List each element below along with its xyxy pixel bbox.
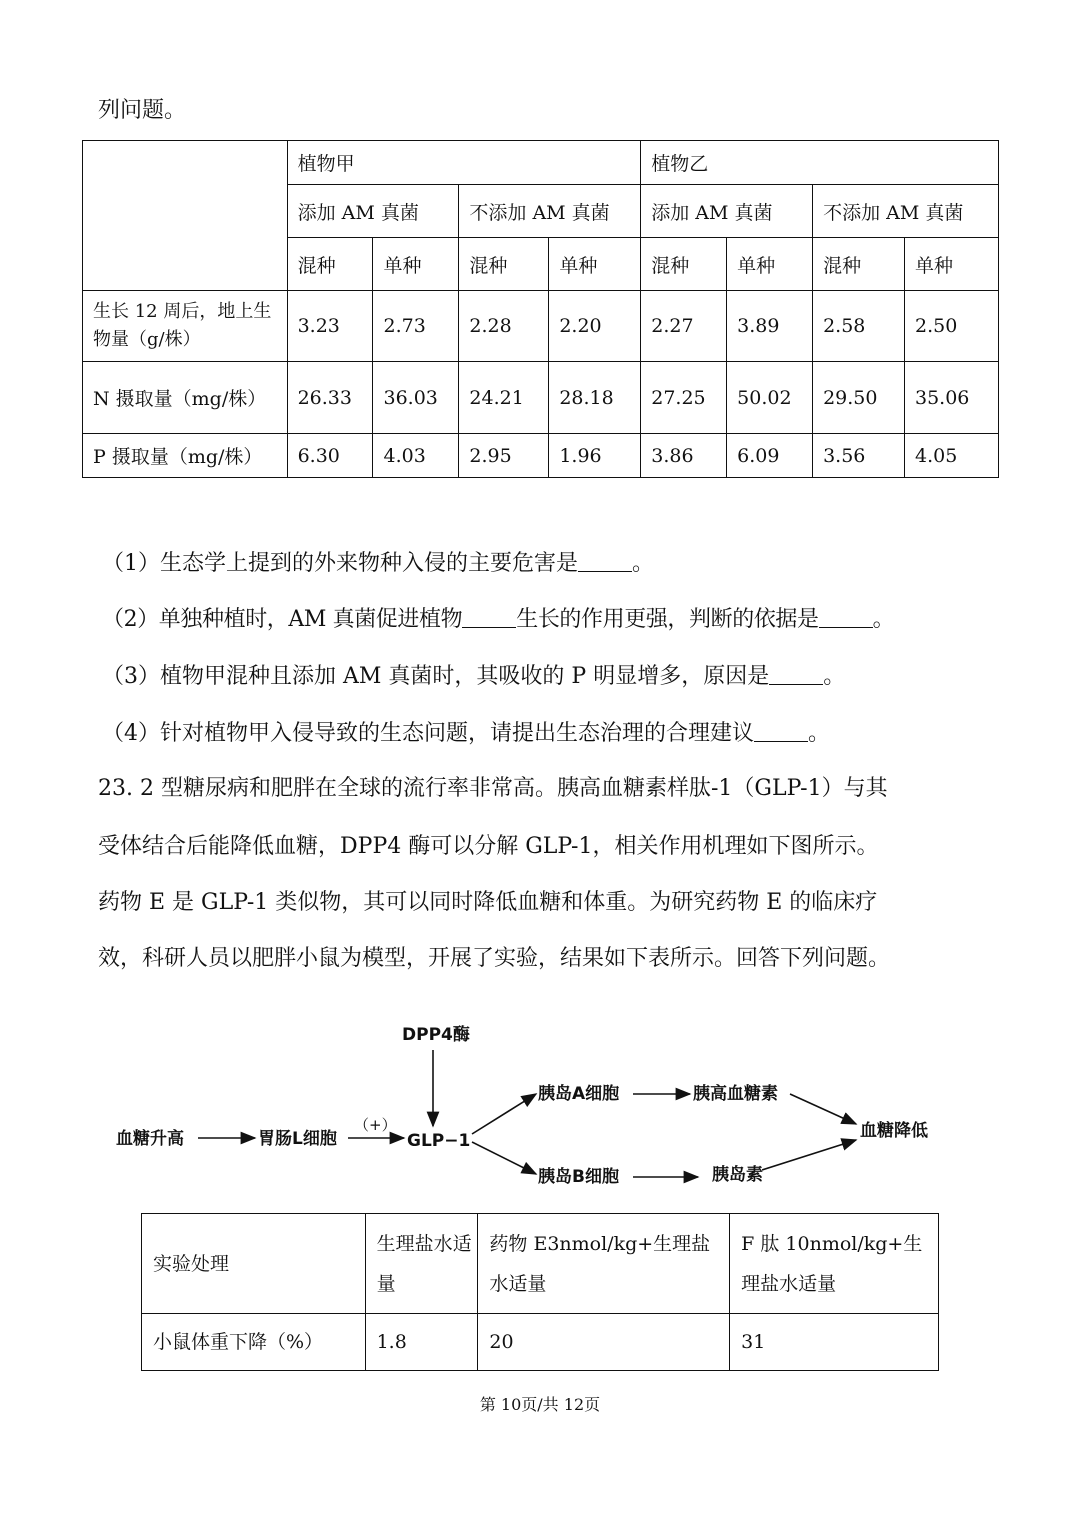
answer-blank — [462, 605, 516, 628]
question-1-end: 。 — [632, 551, 655, 576]
header-plant-b: 植物乙 — [641, 141, 999, 185]
question-2-text: （2）单独种植时，AM 真菌促进植物 — [102, 607, 463, 632]
row-label-biomass: 生长 12 周后，地上生物量（g/株） — [83, 291, 288, 362]
table-cell: 6.09 — [727, 434, 813, 478]
insulin-label: 胰岛素 — [712, 1165, 763, 1185]
table-row — [83, 434, 999, 478]
glp1-label: GLP−1 — [407, 1131, 471, 1151]
q23-line-4: 效，科研人员以肥胖小鼠为模型，开展了实验，结果如下表所示。回答下列问题。 — [98, 946, 891, 971]
question-3-end: 。 — [823, 664, 846, 689]
question-4 — [102, 719, 830, 749]
table-cell: 2.50 — [904, 291, 998, 362]
table-cell: 2.73 — [373, 291, 459, 362]
glucose-drop-label: 血糖降低 — [860, 1121, 928, 1141]
table-corner-cell — [83, 141, 288, 291]
question-2-end: 。 — [872, 607, 895, 632]
insulin-to-drop-arrow — [762, 1140, 856, 1170]
dpp4-label: DPP4酶 — [402, 1025, 470, 1045]
answer-blank — [578, 549, 632, 572]
question-4-text: （4）针对植物甲入侵导致的生态问题，请提出生态治理的合理建议 — [102, 721, 754, 746]
saline-header: 生理盐水适量 — [365, 1214, 478, 1314]
table-cell: 6.30 — [287, 434, 373, 478]
drug-e-header: 药物 E3nmol/kg+生理盐水适量 — [478, 1214, 730, 1314]
question-3-text: （3）植物甲混种且添加 AM 真菌时，其吸收的 P 明显增多，原因是 — [102, 664, 770, 689]
question-4-end: 。 — [808, 721, 831, 746]
table-cell: 4.05 — [904, 434, 998, 478]
question-3 — [102, 662, 845, 692]
table-cell: 36.03 — [373, 362, 459, 434]
glucagon-to-drop-arrow — [790, 1094, 856, 1124]
glucose-rise-label: 血糖升高 — [116, 1129, 184, 1149]
intro-tail: 列问题。 — [98, 98, 187, 123]
header-b-no-am: 不添加 AM 真菌 — [813, 185, 999, 238]
table-row — [83, 362, 999, 434]
plus-label: （+） — [354, 1116, 397, 1134]
answer-blank — [769, 662, 823, 685]
header-a-add-am: 添加 AM 真菌 — [287, 185, 459, 238]
q23-line-3: 药物 E 是 GLP-1 类似物，其可以同时降低血糖和体重。为研究药物 E 的临床疗 — [98, 890, 878, 915]
q23-line-2: 受体结合后能降低血糖，DPP4 酶可以分解 GLP-1，相关作用机理如下图所示。 — [98, 834, 879, 859]
glucagon-label: 胰高血糖素 — [693, 1084, 778, 1104]
answer-blank — [819, 605, 873, 628]
b-cell-label: 胰岛B细胞 — [538, 1167, 619, 1187]
question-1 — [102, 549, 654, 579]
table-cell: 26.33 — [287, 362, 373, 434]
mouse-experiment-table — [141, 1213, 939, 1371]
table-cell: 31 — [730, 1314, 939, 1371]
table-cell: 2.58 — [813, 291, 905, 362]
question-1-text: （1）生态学上提到的外来物种入侵的主要危害是 — [102, 551, 578, 576]
f-peptide-header: F 肽 10nmol/kg+生理盐水适量 — [730, 1214, 939, 1314]
question-2 — [102, 605, 894, 635]
header-mixed: 混种 — [813, 238, 905, 291]
header-single: 单种 — [549, 238, 641, 291]
table-cell: 3.23 — [287, 291, 373, 362]
row-label-n-uptake: N 摄取量（mg/株） — [83, 362, 288, 434]
question-2-text-mid: 生长的作用更强，判断的依据是 — [516, 607, 819, 632]
table-cell: 3.89 — [727, 291, 813, 362]
table-row — [83, 291, 999, 362]
header-b-add-am: 添加 AM 真菌 — [641, 185, 813, 238]
header-plant-a: 植物甲 — [287, 141, 641, 185]
header-mixed: 混种 — [459, 238, 549, 291]
arrow-to-a-cell — [472, 1094, 536, 1134]
table-cell: 2.27 — [641, 291, 727, 362]
a-cell-label: 胰岛A细胞 — [538, 1084, 620, 1104]
table-cell: 27.25 — [641, 362, 727, 434]
l-cell-label: 胃肠L细胞 — [258, 1129, 337, 1149]
plant-data-table — [82, 140, 999, 478]
table-cell: 1.8 — [365, 1314, 478, 1371]
table-cell: 2.28 — [459, 291, 549, 362]
header-mixed: 混种 — [287, 238, 373, 291]
weight-loss-label: 小鼠体重下降（%） — [142, 1314, 366, 1371]
glp1-mechanism-diagram — [100, 996, 980, 1201]
row-label-p-uptake: P 摄取量（mg/株） — [83, 434, 288, 478]
table-cell: 2.20 — [549, 291, 641, 362]
table-cell: 50.02 — [727, 362, 813, 434]
table-cell: 35.06 — [904, 362, 998, 434]
table-cell: 29.50 — [813, 362, 905, 434]
table-cell: 20 — [478, 1314, 730, 1371]
table-cell: 1.96 — [549, 434, 641, 478]
header-single: 单种 — [373, 238, 459, 291]
header-single: 单种 — [727, 238, 813, 291]
header-mixed: 混种 — [641, 238, 727, 291]
table-cell: 3.86 — [641, 434, 727, 478]
table-row — [142, 1314, 939, 1371]
q23-line-1: 23. 2 型糖尿病和肥胖在全球的流行率非常高。胰高血糖素样肽-1（GLP-1）与其 — [98, 776, 888, 801]
arrow-to-b-cell — [472, 1142, 536, 1174]
table-cell: 2.95 — [459, 434, 549, 478]
header-a-no-am: 不添加 AM 真菌 — [459, 185, 641, 238]
header-single: 单种 — [904, 238, 998, 291]
table-cell: 24.21 — [459, 362, 549, 434]
page-number: 第 10页/共 12页 — [479, 1395, 601, 1414]
table-cell: 28.18 — [549, 362, 641, 434]
table-cell: 3.56 — [813, 434, 905, 478]
answer-blank — [754, 719, 808, 742]
table-cell: 4.03 — [373, 434, 459, 478]
treatment-header: 实验处理 — [142, 1214, 366, 1314]
